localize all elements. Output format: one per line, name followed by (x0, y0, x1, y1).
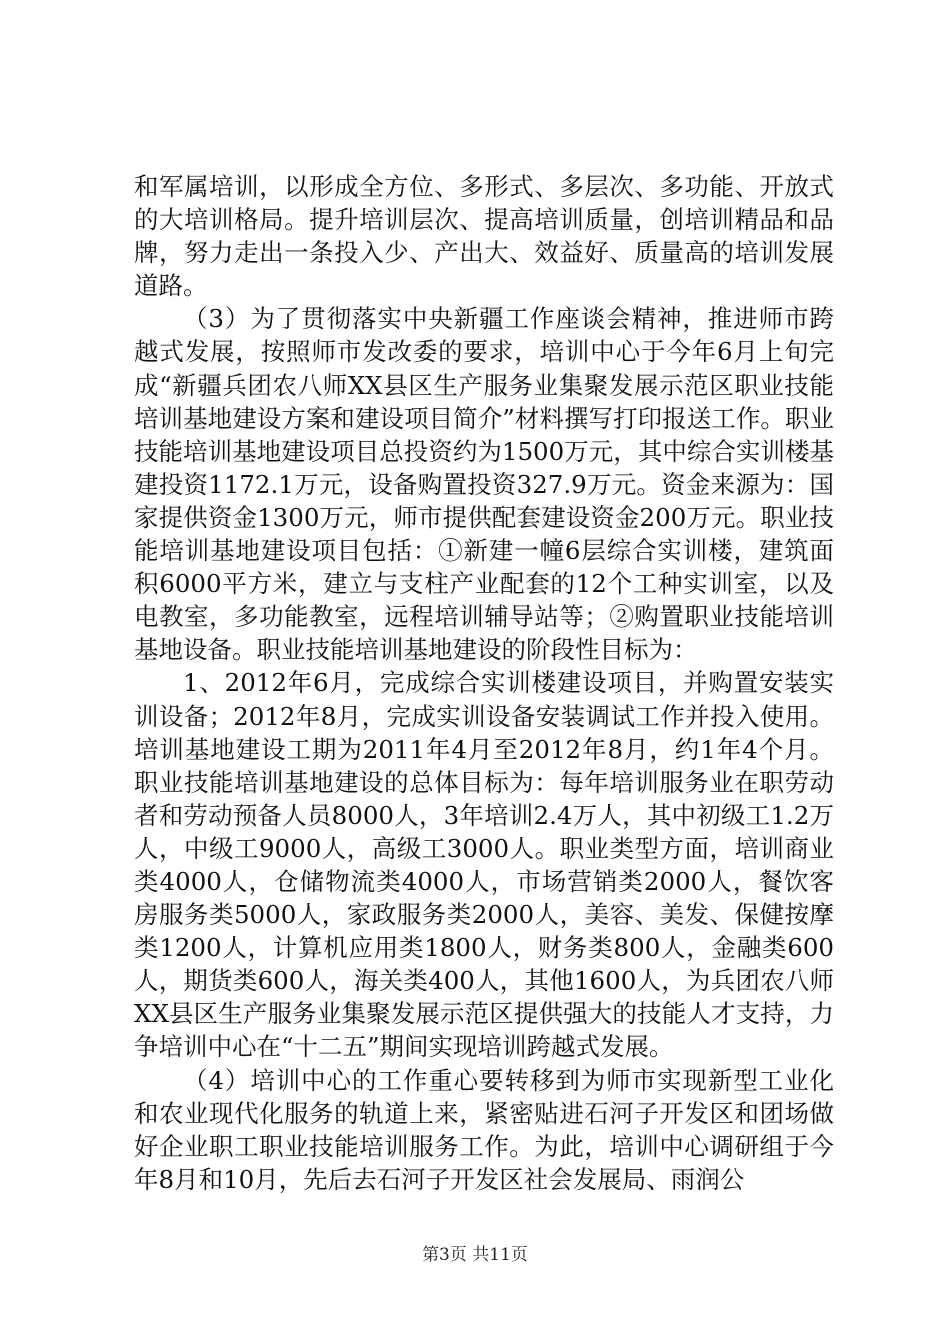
paragraph-2: （3）为了贯彻落实中央新疆工作座谈会精神，推进师市跨越式发展，按照师市发改委的要求，培训中心于今年6月上旬完成“新疆兵团农八师XX县区生产服务业集聚发展示范区职业技能培训基地建设方案和建设项目简介”材料撰写打印报送工作。职业技能培训基地建设项目总投资约为1500万元，其中综合实训楼基建投资1172.1万元，设备购置投资327.9万元。资金来源为：国家提供资金1300万元，师市提供配套建设资金200万元。职业技能培训基地建设项目包括：①新建一幢6层综合实训楼，建筑面积6000平方米，建立与支柱产业配套的12个工种实训室，以及电教室，多功能教室，远程培训辅导站等；②购置职业技能培训基地设备。职业技能培训基地建设的阶段性目标为： (134, 304, 834, 665)
paragraph-3: 1、2012年6月，完成综合实训楼建设项目，并购置安装实训设备；2012年8月，完成实训设备安装调试工作并投入使用。培训基地建设工期为2011年4月至2012年8月，约1年4个月。职业技能培训基地建设的总体目标为：每年培训服务业在职劳动者和劳动预备人员8000人，3年培训2.4万人，其中初级工1.2万人，中级工9000人，高级工3000人。职业类型方面，培训商业类4000人，仓储物流类4000人，市场营销类2000人，餐饮客房服务类5000人，家政服务类2000人，美容、美发、保健按摩类1200人，计算机应用类1800人，财务类800人，金融类600人，期货类600人，海关类400人，其他1600人，为兵团农八师XX县区生产服务业集聚发展示范区提供强大的技能人才支持，力争培训中心在“十二五”期间实现培训跨越式发展。 (134, 668, 834, 1062)
document-body (134, 170, 834, 1196)
paragraph-4: （4）培训中心的工作重心要转移到为师市实现新型工业化和农业现代化服务的轨道上来，紧密贴进石河子开发区和团场做好企业职工职业技能培训服务工作。为此，培训中心调研组于今年8月和10月，先后去石河子开发区社会发展局、雨润公 (134, 1065, 834, 1194)
page-number-label: 第3页 共11页 (422, 1245, 528, 1265)
page-footer (0, 1244, 950, 1266)
paragraph-1: 和军属培训，以形成全方位、多形式、多层次、多功能、开放式的大培训格局。提升培训层次、提高培训质量，创培训精品和品牌，努力走出一条投入少、产出大、效益好、质量高的培训发展道路。 (134, 172, 834, 301)
